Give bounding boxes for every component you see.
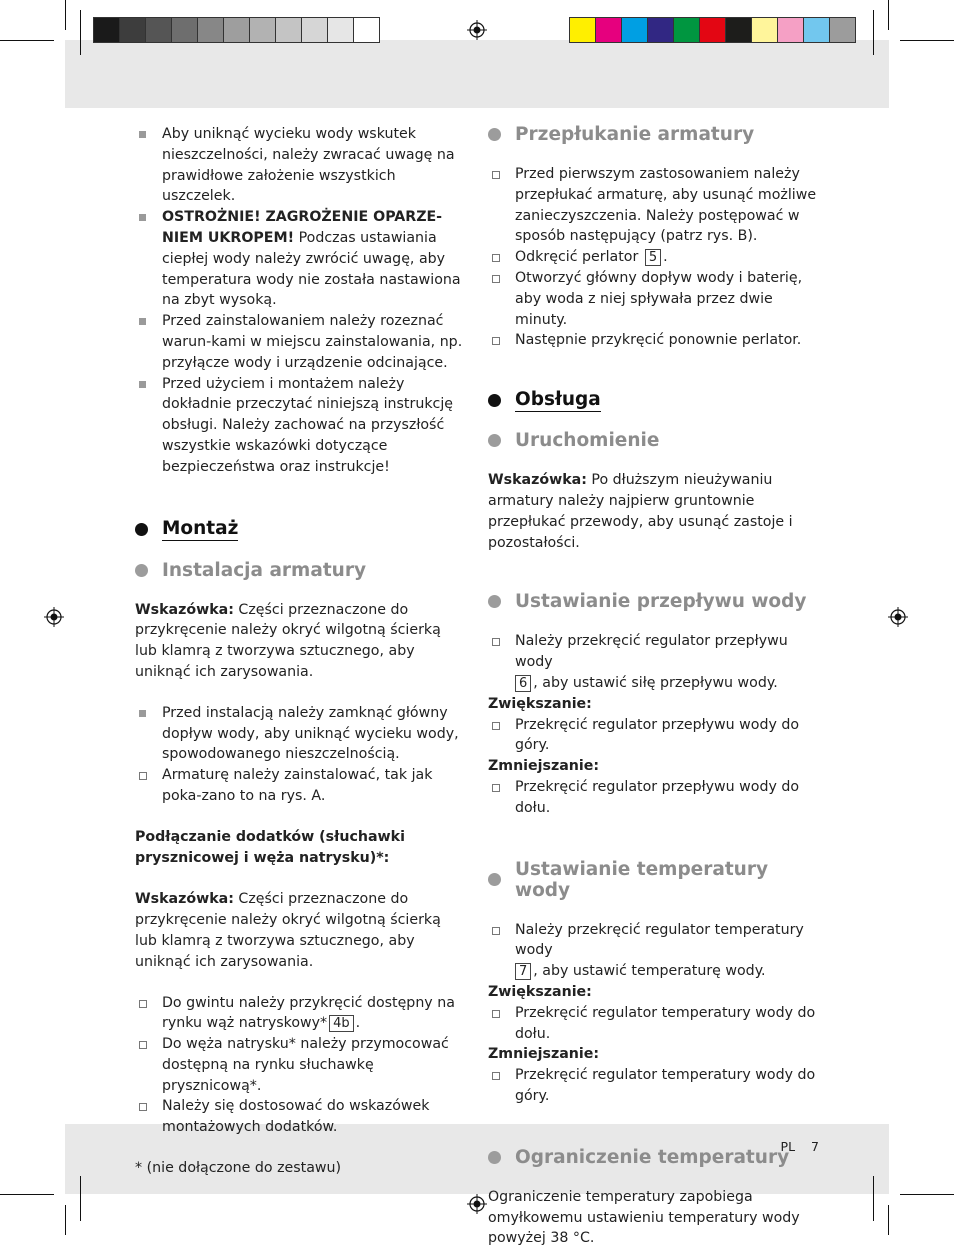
figure-reference: 6: [515, 675, 531, 692]
crop-mark: [0, 1194, 54, 1195]
checkbox-bullet-icon: [139, 1041, 147, 1049]
bullet-dot-icon: [135, 564, 148, 577]
square-bullet-icon: [139, 710, 146, 717]
subsection-heading-limit: Ograniczenie temperatury: [488, 1147, 822, 1168]
registration-mark-icon: [44, 607, 64, 627]
note-paragraph: Wskazówka: Po dłuższym nieużywaniu armatury należy najpierw gruntownie przepłukać przewody, aby usunąć zastoje i pozostałości.: [488, 472, 793, 551]
step-item: Następnie przykręcić ponownie perlator.: [488, 330, 822, 351]
decrease-label: Zmniejszanie:: [488, 758, 600, 775]
crop-mark: [873, 1176, 874, 1221]
increase-label: Zwiększanie:: [488, 983, 592, 1000]
subsection-heading-uruchomienie: Uruchomienie: [488, 430, 822, 451]
subsection-heading-flush: Przepłukanie armatury: [488, 124, 822, 145]
crop-mark: [888, 0, 889, 30]
bullet-dot-icon: [488, 434, 501, 447]
crop-mark: [65, 0, 66, 30]
safety-item: Aby uniknąć wycieku wody wskutek nieszczelności, należy zwracać uwagę na prawidłowe założenie wszystkich uszczelek.: [135, 124, 465, 207]
color-swatch: [223, 17, 250, 43]
square-bullet-icon: [139, 214, 146, 221]
step-item: Należy się dostosować do wskazówek montażowych dodatków.: [135, 1096, 465, 1138]
color-swatch: [699, 17, 726, 43]
color-swatch: [145, 17, 172, 43]
checkbox-bullet-icon: [492, 784, 500, 792]
subsection-heading-instalacja: Instalacja armatury: [135, 560, 465, 581]
checkbox-bullet-icon: [139, 1000, 147, 1008]
color-swatch: [673, 17, 700, 43]
checkbox-bullet-icon: [492, 171, 500, 179]
color-calibration-bar: [569, 17, 855, 43]
color-swatch: [725, 17, 752, 43]
color-swatch: [197, 17, 224, 43]
step-item: Należy przekręcić regulator przepływu wody: [488, 631, 822, 673]
page-number: 7: [811, 1139, 819, 1154]
step-item: Odkręcić perlator 5 .: [488, 247, 822, 268]
decrease-label: Zmniejszanie:: [488, 1046, 600, 1063]
step-item: Do gwintu należy przykręcić dostępny na rynku wąż natryskowy* 4b .: [135, 993, 465, 1035]
color-swatch: [249, 17, 276, 43]
crop-mark: [900, 40, 954, 41]
figure-reference: 4b: [329, 1015, 354, 1032]
checkbox-bullet-icon: [492, 722, 500, 730]
color-swatch: [353, 17, 380, 43]
bullet-dot-icon: [488, 595, 501, 608]
color-swatch: [569, 17, 596, 43]
subsection-heading-temperature: Ustawianie temperatury wody: [488, 859, 822, 901]
bullet-dot-icon: [135, 523, 148, 536]
safety-item: Przed zainstalowaniem należy rozeznać warun-kami w miejscu zainstalowania, np. przyłącze wody i urządzenie odcinające.: [135, 311, 465, 373]
checkbox-bullet-icon: [139, 1103, 147, 1111]
bullet-dot-icon: [488, 1151, 501, 1164]
color-swatch: [327, 17, 354, 43]
limit-paragraph: Ograniczenie temperatury zapobiega omyłkowemu ustawieniu temperatury wody powyżej 38 °C.: [488, 1188, 800, 1247]
color-swatch: [777, 17, 804, 43]
color-swatch: [171, 17, 198, 43]
step-item: Przed pierwszym zastosowaniem należy przepłukać armaturę, aby usunąć możliwe zanieczyszczenia. Należy postępować w sposób następujący (patrz rys. B).: [488, 164, 822, 247]
accessories-heading: Podłączanie dodatków (słuchawki prysznicowej i węża natrysku)*:: [135, 828, 405, 866]
checkbox-bullet-icon: [492, 638, 500, 646]
note-paragraph: Wskazówka: Części przeznaczone do przykręcenie należy okryć wilgotną ścierką lub klamrą z tworzywa sztucznego, aby uniknąć ich zarysowania.: [135, 891, 441, 970]
section-heading-obsluga: Obsługa: [488, 389, 822, 412]
step-item: Przekręcić regulator temperatury wody do góry.: [488, 1065, 822, 1107]
header-band: [65, 40, 889, 108]
step-item: Armaturę należy zainstalować, tak jak poka-zano to na rys. A.: [135, 765, 465, 807]
checkbox-bullet-icon: [492, 927, 500, 935]
safety-item: Przed użyciem i montażem należy dokładnie przeczytać niniejszą instrukcję obsługi. Należy zachować na przyszłość wszystkie wskazówki dotyczące bezpieczeństwa oraz instrukcje!: [135, 374, 465, 478]
crop-mark: [80, 10, 81, 55]
color-swatch: [751, 17, 778, 43]
registration-mark-icon: [467, 1194, 487, 1214]
crop-mark: [873, 10, 874, 55]
language-code: PL: [780, 1139, 796, 1154]
color-swatch: [595, 17, 622, 43]
checkbox-bullet-icon: [492, 275, 500, 283]
color-swatch: [119, 17, 146, 43]
color-swatch: [301, 17, 328, 43]
checkbox-bullet-icon: [492, 337, 500, 345]
bullet-dot-icon: [488, 128, 501, 141]
step-item: Przekręcić regulator temperatury wody do dołu.: [488, 1003, 822, 1045]
figure-reference: 5: [645, 249, 661, 266]
right-column: [488, 124, 822, 1249]
step-continuation: 7 , aby ustawić temperaturę wody.: [488, 961, 822, 982]
square-bullet-icon: [139, 381, 146, 388]
checkbox-bullet-icon: [492, 1010, 500, 1018]
registration-mark-icon: [888, 607, 908, 627]
left-column: [135, 124, 465, 1179]
step-item: Przekręcić regulator przepływu wody do dołu.: [488, 777, 822, 819]
bullet-dot-icon: [488, 394, 501, 407]
registration-mark-icon: [467, 20, 487, 40]
step-item: Przekręcić regulator przepływu wody do góry.: [488, 715, 822, 757]
color-swatch: [621, 17, 648, 43]
crop-mark: [888, 1205, 889, 1235]
checkbox-bullet-icon: [492, 254, 500, 262]
crop-mark: [80, 1176, 81, 1221]
checkbox-bullet-icon: [492, 1072, 500, 1080]
bullet-dot-icon: [488, 873, 501, 886]
note-paragraph: Wskazówka: Części przeznaczone do przykręcenie należy okryć wilgotną ścierką lub klamrą z tworzywa sztucznego, aby uniknąć ich zarysowania.: [135, 601, 441, 680]
increase-label: Zwiększanie:: [488, 695, 592, 712]
step-continuation: 6 , aby ustawić siłę przepływu wody.: [488, 673, 822, 694]
crop-mark: [900, 1194, 954, 1195]
figure-reference: 7: [515, 963, 531, 980]
color-swatch: [275, 17, 302, 43]
section-heading-montaz: Montaż: [135, 518, 465, 541]
crop-mark: [0, 40, 54, 41]
step-item: Do węża natrysku* należy przymocować dostępną na rynku słuchawkę prysznicową*.: [135, 1034, 465, 1096]
step-item: Przed instalacją należy zamknąć główny dopływ wody, aby uniknąć wycieku wody, spowodowanego nieszczelnością.: [135, 703, 465, 765]
color-swatch: [803, 17, 830, 43]
square-bullet-icon: [139, 318, 146, 325]
color-swatch: [93, 17, 120, 43]
checkbox-bullet-icon: [139, 772, 147, 780]
page-footer: [765, 1139, 819, 1154]
warning-label: OSTROŻNIE! ZAGROŻENIE OPARZE-NIEM UKROPEM!: [162, 209, 443, 246]
color-swatch: [647, 17, 674, 43]
gray-color-bar: [93, 17, 379, 43]
footnote: * (nie dołączone do zestawu): [135, 1160, 342, 1177]
step-item: Należy przekręcić regulator temperatury wody: [488, 920, 822, 962]
subsection-heading-flow: Ustawianie przepływu wody: [488, 591, 822, 612]
crop-mark: [65, 1205, 66, 1235]
step-item: Otworzyć główny dopływ wody i baterię, aby woda z niej spływała przez dwie minuty.: [488, 268, 822, 330]
color-swatch: [829, 17, 856, 43]
safety-item: OSTROŻNIE! ZAGROŻENIE OPARZE-NIEM UKROPEM! Podczas ustawiania ciepłej wody należy zwrócić uwagę, aby temperatura wody nie została nastawiona na zbyt wysoką.: [135, 207, 465, 311]
square-bullet-icon: [139, 131, 146, 138]
